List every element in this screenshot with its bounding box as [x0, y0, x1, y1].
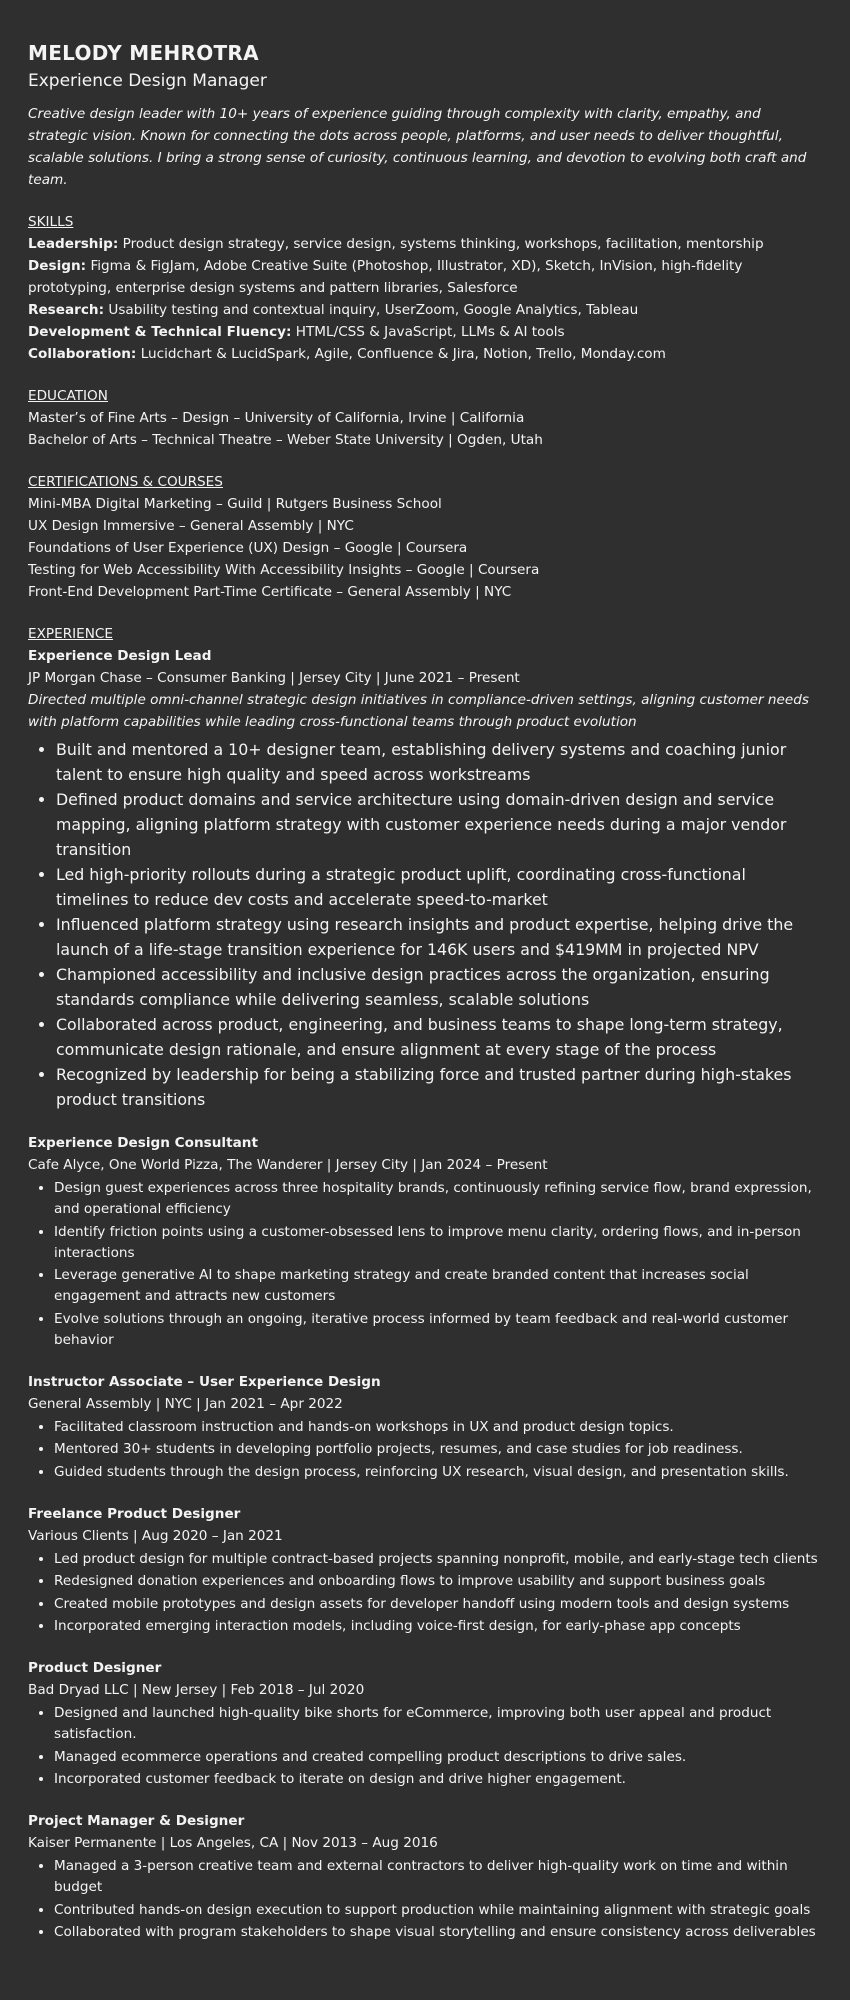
- certifications-heading: CERTIFICATIONS & COURSES: [28, 474, 223, 490]
- job-company: Bad Dryad LLC | New Jersey | Feb 2018 – Jul 2020: [28, 1682, 365, 1698]
- job-bullet: • Design guest experiences across three hospitality brands, continuously refining service flow, brand expression, and operational efficiency: [54, 1178, 822, 1220]
- job-bullet: • Evolve solutions through an ongoing, iterative process informed by team feedback and real-world customer behavior: [54, 1309, 822, 1351]
- certification-item: Front-End Development Part-Time Certificate – General Assembly | NYC: [28, 584, 512, 600]
- job-bullet: • Led high-priority rollouts during a strategic product uplift, coordinating cross-functional timelines to reduce dev costs and accelerate speed-to-market: [56, 862, 822, 912]
- summary-paragraph: Creative design leader with 10+ years of experience guiding through complexity with clarity, empathy, and strategic vision. Known for connecting the dots across people, platforms, and user needs to deliver thoughtful, scalable solutions. I bring a strong sense of curiosity, continuous learning, and devotion to evolving both craft and team.: [28, 106, 807, 188]
- job-bullet: • Built and mentored a 10+ designer team, establishing delivery systems and coaching junior talent to ensure high quality and speed across workstreams: [56, 737, 822, 787]
- education-list: [28, 407, 822, 451]
- job-bullet: • Collaborated with program stakeholders to shape visual storytelling and ensure consistency across deliverables: [54, 1922, 822, 1943]
- job-bullets: [28, 1178, 822, 1351]
- job-entry: [28, 1810, 822, 1943]
- job-title: Experience Design Lead: [28, 648, 212, 664]
- job-company: JP Morgan Chase – Consumer Banking | Jersey City | June 2021 – Present: [28, 670, 520, 686]
- job-bullet: • Created mobile prototypes and design assets for developer handoff using modern tools and design systems: [54, 1594, 822, 1615]
- skill-label: Development & Technical Fluency:: [28, 324, 292, 340]
- skill-value: Usability testing and contextual inquiry, UserZoom, Google Analytics, Tableau: [108, 302, 639, 318]
- certification-item: Mini-MBA Digital Marketing – Guild | Rutgers Business School: [28, 496, 442, 512]
- experience-heading: EXPERIENCE: [28, 626, 113, 642]
- job-bullet: • Managed ecommerce operations and created compelling product descriptions to drive sales.: [54, 1747, 822, 1768]
- job-bullet: • Mentored 30+ students in developing portfolio projects, resumes, and case studies for job readiness.: [54, 1439, 822, 1460]
- job-bullet: • Recognized by leadership for being a stabilizing force and trusted partner during high-stakes product transitions: [56, 1062, 822, 1112]
- job-bullet: • Facilitated classroom instruction and hands-on workshops in UX and product design topics.: [54, 1417, 822, 1438]
- education-item: Bachelor of Arts – Technical Theatre – Weber State University | Ogden, Utah: [28, 432, 543, 448]
- job-bullet: • Collaborated across product, engineering, and business teams to shape long-term strategy, communicate design rationale, and ensure alignment at every stage of the process: [56, 1012, 822, 1062]
- job-bullet: • Redesigned donation experiences and onboarding flows to improve usability and support business goals: [54, 1571, 822, 1592]
- job-entry: [28, 1371, 822, 1483]
- job-bullets: [28, 1417, 822, 1483]
- skill-label: Research:: [28, 302, 105, 318]
- education-heading: EDUCATION: [28, 388, 108, 404]
- job-company: General Assembly | NYC | Jan 2021 – Apr 2022: [28, 1395, 343, 1412]
- job-title: Project Manager & Designer: [28, 1813, 245, 1829]
- certification-item: Foundations of User Experience (UX) Design – Google | Coursera: [28, 540, 468, 556]
- certification-item: Testing for Web Accessibility With Accessibility Insights – Google | Coursera: [28, 562, 540, 578]
- skill-value: HTML/CSS & JavaScript, LLMs & AI tools: [295, 324, 565, 340]
- job-description: Directed multiple omni-channel strategic design initiatives in compliance-driven settings, aligning customer needs with platform capabilities while leading cross-functional teams through product evolution: [28, 692, 809, 730]
- certifications-list: [28, 493, 822, 603]
- skill-label: Design:: [28, 258, 87, 274]
- skill-line: [28, 299, 822, 321]
- job-entry: [28, 645, 822, 1112]
- skill-line: [28, 255, 822, 299]
- skill-value: Figma & FigJam, Adobe Creative Suite (Photoshop, Illustrator, XD), Sketch, InVision, high-fidelity prototyping, enterprise design systems and pattern libraries, Salesforce: [28, 258, 743, 296]
- job-headline: Experience Design Manager: [28, 71, 267, 91]
- job-bullet: • Leverage generative AI to shape marketing strategy and create branded content that increases social engagement and attracts new customers: [54, 1265, 822, 1307]
- job-bullets: [28, 1703, 822, 1790]
- job-company: Kaiser Permanente | Los Angeles, CA | Nov 2013 – Aug 2016: [28, 1835, 438, 1851]
- job-bullet: • Led product design for multiple contract-based projects spanning nonprofit, mobile, and early-stage tech clients: [54, 1549, 822, 1570]
- job-bullet: • Defined product domains and service architecture using domain-driven design and service mapping, aligning platform strategy with customer experience needs during a major vendor transition: [56, 787, 822, 862]
- job-entry: [28, 1132, 822, 1351]
- job-title: Experience Design Consultant: [28, 1135, 258, 1151]
- skill-value: Product design strategy, service design, systems thinking, workshops, facilitation, mentorship: [122, 236, 764, 252]
- job-bullets: [28, 1549, 822, 1638]
- skill-line: [28, 233, 822, 255]
- job-bullets: [28, 1856, 822, 1943]
- job-bullet: • Managed a 3-person creative team and external contractors to deliver high-quality work on time and within budget: [54, 1856, 822, 1898]
- job-entry: [28, 1503, 822, 1638]
- job-bullet: • Contributed hands-on design execution to support production while maintaining alignment with strategic goals: [54, 1900, 822, 1921]
- job-title: Product Designer: [28, 1660, 162, 1676]
- job-bullets: [28, 737, 822, 1112]
- job-bullet: • Designed and launched high-quality bike shorts for eCommerce, improving both user appeal and product satisfaction.: [54, 1703, 822, 1745]
- skills-heading: SKILLS: [28, 214, 74, 230]
- job-bullet: • Identify friction points using a customer-obsessed lens to improve menu clarity, ordering flows, and in-person interactions: [54, 1222, 822, 1264]
- education-item: Master’s of Fine Arts – Design – University of California, Irvine | California: [28, 410, 525, 426]
- job-company: Cafe Alyce, One World Pizza, The Wanderer | Jersey City | Jan 2024 – Present: [28, 1157, 548, 1173]
- job-entry: [28, 1657, 822, 1790]
- skills-list: [28, 233, 822, 365]
- skill-label: Collaboration:: [28, 346, 137, 362]
- job-company: Various Clients | Aug 2020 – Jan 2021: [28, 1527, 283, 1544]
- job-bullet: • Influenced platform strategy using research insights and product expertise, helping drive the launch of a life-stage transition experience for 146K users and $419MM in projected NPV: [56, 912, 822, 962]
- certification-item: UX Design Immersive – General Assembly | NYC: [28, 518, 354, 534]
- skill-label: Leadership:: [28, 236, 119, 252]
- job-bullet: • Incorporated customer feedback to iterate on design and drive higher engagement.: [54, 1769, 822, 1790]
- job-title: Freelance Product Designer: [28, 1505, 241, 1522]
- job-bullet: • Championed accessibility and inclusive design practices across the organization, ensuring standards compliance while delivering seamless, scalable solutions: [56, 962, 822, 1012]
- skill-line: [28, 343, 822, 365]
- skill-value: Lucidchart & LucidSpark, Agile, Confluence & Jira, Notion, Trello, Monday.com: [140, 346, 666, 362]
- job-bullet: • Incorporated emerging interaction models, including voice-first design, for early-phase app concepts: [54, 1616, 822, 1637]
- job-title: Instructor Associate – User Experience Design: [28, 1373, 381, 1390]
- skill-line: [28, 321, 822, 343]
- candidate-name: MELODY MEHROTRA: [28, 41, 259, 65]
- job-bullet: • Guided students through the design process, reinforcing UX research, visual design, and presentation skills.: [54, 1462, 822, 1483]
